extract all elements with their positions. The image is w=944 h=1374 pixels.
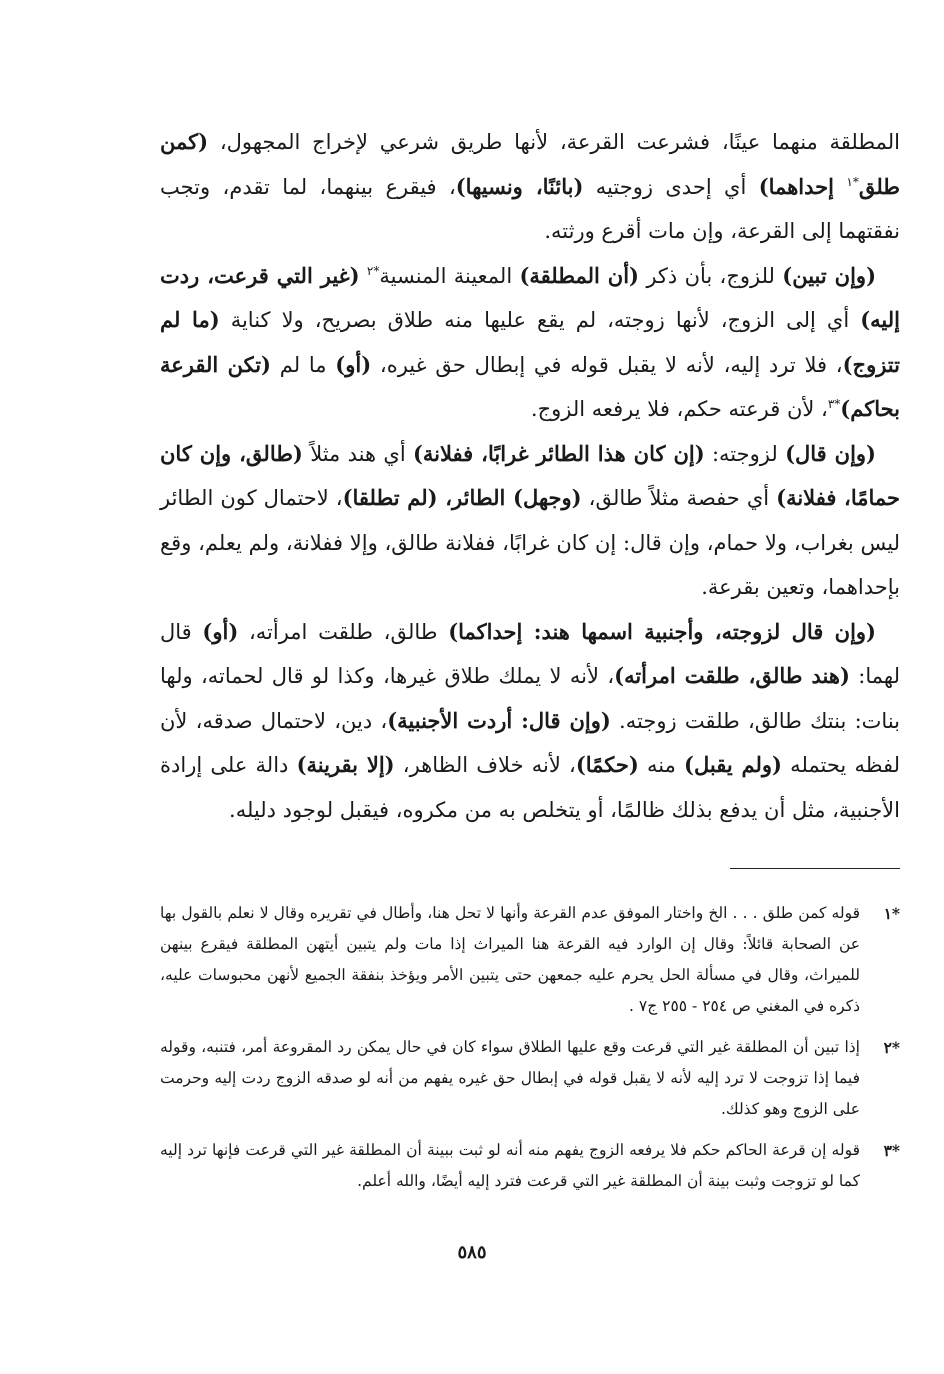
matn-text: (إن كان هذا الطائر غرابًا، ففلانة)	[412, 440, 705, 466]
matn-text: (بائنًا، ونسيها)	[455, 173, 584, 199]
page-number: ٥٨٥	[457, 1242, 487, 1263]
matn-text: (ما لم تتزوج)	[160, 307, 900, 377]
footnote-number: *١	[883, 904, 900, 923]
matn-text: (أو)	[202, 618, 239, 644]
matn-text: (هند طالق، طلقت امرأته)	[614, 663, 850, 688]
sharh-text: ، فلا ترد إليه، لأنه لا يقبل قوله في إبطال حق غيره،	[371, 352, 843, 377]
matn-text: (وإن قال)	[785, 440, 876, 466]
footnote-number: *٣	[883, 1141, 900, 1160]
footnote-number: *٢	[883, 1038, 900, 1057]
paragraph-4	[160, 610, 900, 833]
footnote-1	[160, 898, 900, 1022]
matn-text: (إلا بقرينة)	[296, 752, 395, 777]
matn-text: (حكمًا)	[575, 752, 639, 777]
matn-text: (تكن القرعة بحاكم)	[160, 351, 900, 421]
footnote-3	[160, 1135, 900, 1197]
sharh-text: ، لأنه لا يملك طلاق غيرها، وكذا لو قال لحماته، ولها بنات: بنتك طالق، طلقت زوجته.	[160, 664, 901, 733]
matn-text: (غير التي قرعت، ردت إليه)	[160, 262, 900, 332]
sharh-text: أي هند مثلاً	[302, 441, 413, 466]
matn-text: (وإن تبين)	[782, 262, 877, 288]
sharh-text: ، دين، لاحتمال صدقه، لأن لفظه يحتمله	[160, 708, 900, 777]
sharh-text: المطلقة منهما عينًا، فشرعت القرعة، لأنها طريق شرعي لإخراج المجهول،	[208, 130, 900, 154]
sharh-text: منه	[638, 753, 685, 777]
sharh-text: ، فيقرع بينهما، لما تقدم، وتجب نفقتهما إلى القرعة، وإن مات أقرع ورثته.	[160, 174, 900, 243]
matn-text: (أن المطلقة)	[519, 262, 639, 288]
separator-line	[730, 868, 900, 869]
footnote-text: إذا تبين أن المطلقة غير التي قرعت وقع عليها الطلاق سواء كان في حال يمكن رد المقروعة أمر، فتنبه، وقوله فيما إذا تزوجت لا ترد إليه لأنه لا يقبل قوله في إبطال حق غيره يفهم من أنه لو صدقه الزوج ردت إليه وحرمت على الزوج وهو كذلك.	[160, 1038, 860, 1118]
paragraph-1	[160, 120, 900, 254]
footnote-marker: *١	[846, 174, 859, 189]
sharh-text	[360, 264, 367, 288]
matn-text: (كمن طلق	[160, 129, 900, 199]
matn-text: (وإن قال: أردت الأجنبية)	[387, 707, 611, 733]
footnote-2	[160, 1032, 900, 1125]
footnote-marker: *٣	[827, 397, 841, 411]
sharh-text: ، لأنه خلاف الظاهر،	[394, 753, 576, 777]
sharh-text: المعينة المنسية	[379, 263, 520, 288]
sharh-text: أي حفصة مثلاً طالق،	[581, 486, 777, 510]
matn-text: إحداهما)	[758, 173, 834, 199]
footnote-text: قوله كمن طلق . . . الخ واختار الموفق عدم القرعة وأنها لا تحل هنا، وأطال في تقريره وقال لا نعلم بالقول بها عن الصحابة قائلاً: وقال إن الوارد فيه القرعة هنا الميراث إذا مات ولم يتبين أيتهن المطلقة فيقرع بينهن للميراث، وقال في مسألة الحل يحرم عليه جمعهن حتى يتبين الأمر ويؤخذ بنفقة الجميع لأنهن محبوسات عليه، ذكره في المغني ص ٢٥٤ - ٢٥٥ ج٧ .	[160, 904, 860, 1015]
sharh-text: للزوج، بأن ذكر	[639, 263, 783, 288]
footnote-text: قوله إن قرعة الحاكم حكم فلا يرفعه الزوج يفهم منه أنه لو ثبت ببينة أن المطلقة غير التي قرعت فإنها ترد إليه كما لو تزوجت وثبت بينة أن المطلقة غير التي قرعت فترد إليه أيضًا، والله أعلم.	[160, 1141, 860, 1190]
matn-text: (وجهل) الطائر، (لم تطلقا)	[342, 485, 582, 510]
footnote-marker: *٢	[366, 263, 380, 278]
main-body	[160, 120, 900, 832]
matn-text: (وإن قال لزوجته، وأجنبية اسمها هند: إحداكما)	[448, 618, 876, 644]
paragraph-3	[160, 432, 900, 610]
sharh-text: دالة على إرادة الأجنبية، مثل أن يدفع بذلك ظالمًا، أو يتخلص به من مكروه، فيقبل لوجود دليله.	[160, 753, 900, 822]
sharh-text: ، لأن قرعته حكم، فلا يرفعه الزوج.	[530, 397, 828, 421]
sharh-text: طالق، طلقت امرأته،	[238, 619, 449, 644]
sharh-text: ، لاحتمال كون الطائر ليس بغراب، ولا حمام، وإن قال: إن كان غرابًا، ففلانة طالق، وإلا ففلانة، ولم يعلم، وقع بإحداهما، وتعين بقرعة.	[160, 486, 900, 599]
matn-text: (ولم يقبل)	[684, 752, 782, 777]
matn-text: (أو)	[335, 351, 372, 377]
sharh-text: أي إلى الزوج، لأنها زوجته، لم يقع عليها منه طلاق بصريح، ولا كناية	[219, 308, 861, 332]
sharh-text: لزوجته:	[704, 441, 786, 466]
footnotes	[160, 898, 900, 1207]
main-text	[160, 120, 900, 832]
sharh-text: قال لهما:	[160, 619, 900, 688]
sharh-text: ما لم	[271, 352, 336, 377]
sharh-text: أي إحدى زوجتيه	[583, 174, 759, 199]
paragraph-2	[160, 254, 900, 432]
matn-text: (طالق، وإن كان حمامًا، ففلانة)	[160, 440, 901, 510]
sharh-text	[834, 175, 846, 199]
